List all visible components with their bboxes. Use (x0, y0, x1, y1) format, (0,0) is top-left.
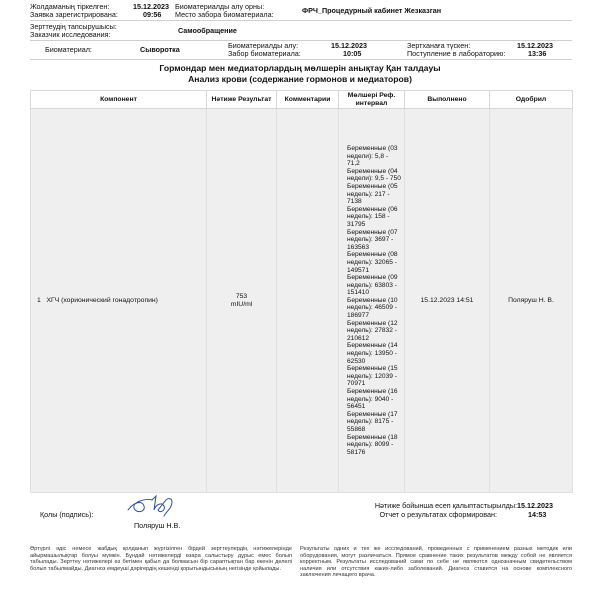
ref-interval-item: Беременные (17 недель): 8175 - 55868 (347, 410, 398, 433)
analysis-title-ru: Анализ крови (содержание гормонов и медиаторов) (188, 74, 412, 84)
col-result-header: Нәтиже Результат (207, 91, 277, 109)
place-label-ru: Место забора биоматериала: (175, 10, 274, 19)
disclaimer-ru: Результаты одних и тех же исследований, проведенных с применением разных методик или оборудования, могут различаться. Прямое сравнение таких результатов между собой не является корректным. Результаты исследований сами по себе не являются однозначным свидетельством наличия или отсутствия каких-либо заболеваний. Диагноз ставится на основе комплексного заключения лечащего врача. (300, 546, 572, 578)
col-done-header: Выполнено (405, 91, 490, 109)
take-date: 15.12.2023 (331, 41, 367, 50)
col-ref-header: Мөлшері Реф. интервал (339, 91, 405, 109)
ref-interval-item: Беременные (04 недели): 9,5 - 750 (347, 167, 401, 183)
report-label-kz: Нәтиже бойынша есеп қалыптастырылды: (374, 501, 517, 510)
signature-label: Қолы (подпись): (40, 510, 94, 519)
ref-interval-item: Беременные (10 недель): 46509 - 186977 (347, 296, 398, 320)
ref-interval-item: Беременные (07 недель): 3697 - 163563 (347, 228, 398, 251)
disclaimer-kz: Әртүрлі әдіс немесе жабдық қолданып жүргізілген бірдей зерттеулердің нәтижелерінде айырмашылықтар болуы мүмкін. Бұндай нәтижелерді өзара салыстыру дұрыс емес болып табылады. Зерттеу нәтижелері өз бетімен қабыл да болмасын бір сараптықтан бар екенін делелі болып табылмайды. Диагноз емдеуші дәрігердің кешенді қорытындысының негізінде қойылады. (30, 546, 292, 572)
report-label-ru: Отчет о результатах сформирован: (379, 510, 497, 519)
ref-interval-item: Беременные (18 недель): 8099 - 58176 (347, 433, 398, 456)
biomaterial-value: Сыворотка (140, 45, 180, 54)
place-value: ФРЧ_Процедурный кабинет Жезказган (302, 6, 442, 15)
orderer-label-ru: Заказчик исследования: (30, 30, 111, 39)
report-date: 15.12.2023 (517, 501, 553, 510)
ref-interval-item: Беременные (12 недель): 27832 - 210612 (347, 319, 398, 342)
lab-date: 15.12.2023 (517, 41, 553, 50)
table-header-row (31, 91, 573, 109)
reg-label-kz: Жолдаманың тіркелген: (30, 2, 110, 11)
lab-label-kz: Зертханаға түскен: (407, 41, 471, 50)
handwritten-signature (122, 494, 184, 520)
place-label-kz: Биоматериалды алу орны: (175, 2, 265, 11)
approved-cell: Поляруш Н. В. (490, 109, 573, 493)
take-label-ru: Забор биоматериала: (228, 49, 301, 58)
ref-interval-item: Беременные (08 недель): 32065 - 149571 (347, 251, 398, 274)
result-cell (207, 109, 277, 493)
ref-interval-item: Беременные (14 недель): 13950 - 62530 (347, 342, 398, 365)
lab-time: 13:36 (528, 49, 547, 58)
ref-interval-item: Беременные (05 недель): 217 - 7138 (347, 182, 398, 206)
done-cell: 15.12.2023 14:51 (405, 109, 490, 493)
result-unit: mIU/ml (230, 300, 253, 308)
signature-name: Поляруш Н.В. (134, 521, 181, 530)
table-row (31, 109, 573, 493)
reg-time: 09:56 (143, 10, 162, 19)
component-cell (31, 109, 207, 493)
component-name: ХГЧ (хорионический гонадотропин) (46, 296, 158, 304)
ref-interval-item: Беременные (06 недель): 158 - 31795 (347, 205, 398, 228)
ref-interval-item: Беременные (15 недель): 12039 - 70971 (347, 365, 398, 388)
orderer-value: Самообращение (178, 26, 237, 35)
take-label-kz: Биоматериалды алу: (228, 41, 299, 50)
take-time: 10:05 (343, 49, 362, 58)
ref-interval-cell (339, 109, 405, 493)
ref-interval-item: Беременные (09 недель): 63803 - 151410 (347, 274, 398, 297)
reg-date: 15.12.2023 (133, 2, 169, 11)
col-approved-header: Одобрил (490, 91, 573, 109)
col-component-header: Компонент (31, 91, 207, 109)
lab-label-ru: Поступление в лабораторию: (407, 49, 506, 58)
results-table (30, 90, 573, 493)
ref-interval-item: Беременные (16 недель): 9040 - 56451 (347, 388, 398, 411)
reg-label-ru: Заявка зарегистрирована: (30, 10, 118, 19)
analysis-title-kz: Гормондар мен медиаторлардың мөлшерін анықтау Қан талдауы (159, 63, 441, 73)
report-time: 14:53 (528, 510, 547, 519)
result-value: 753 (235, 293, 248, 301)
row-number: 1 (37, 296, 41, 304)
orderer-label-kz: Зерттеудің тапсырушысы: (30, 22, 117, 31)
col-comments-header: Комментарии (277, 91, 339, 109)
comments-cell (277, 109, 339, 493)
biomaterial-label: Биоматериал: (45, 45, 92, 54)
ref-interval-item: Беременные (03 недели): 5,8 - 71,2 (347, 145, 398, 168)
